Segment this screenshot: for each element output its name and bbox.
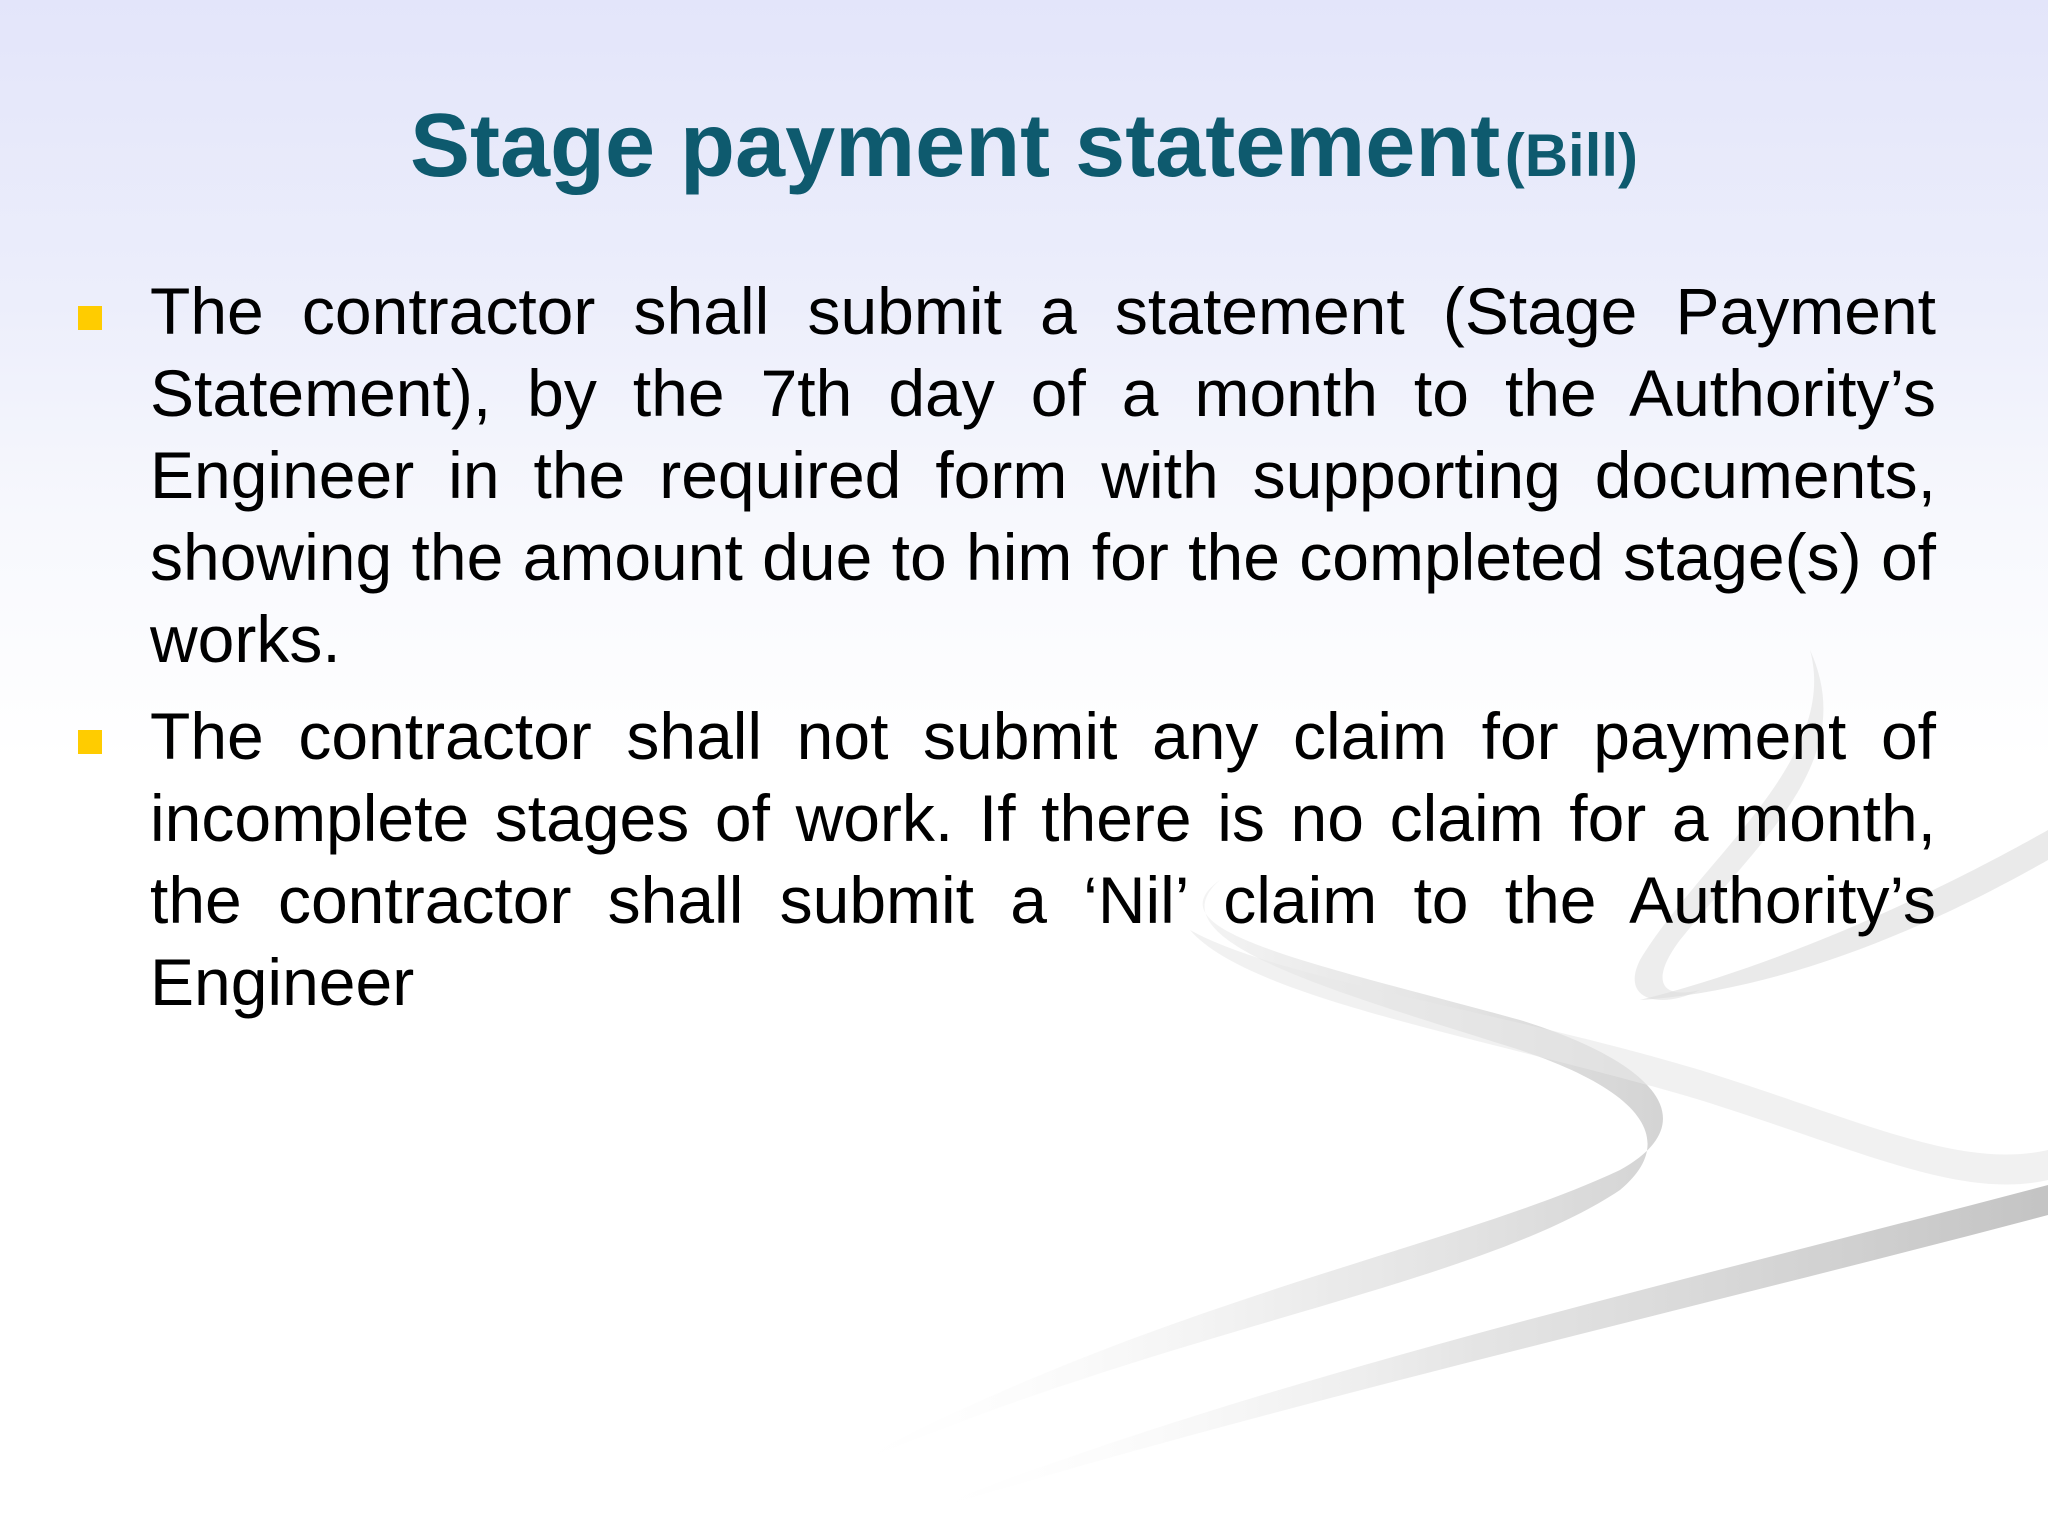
bullet-square-icon <box>78 306 102 330</box>
bullet-item-1: The contractor shall submit a statement (Stage Payment Statement), by the 7th day of a month to the Authority’s Engineer in the required form with supporting documents, showing the amount due to him for the completed stage(s) of works. <box>150 274 1936 676</box>
slide-title-main: Stage payment statement <box>409 96 1501 196</box>
bullet-square-icon <box>78 730 102 754</box>
bullet-item-2: The contractor shall not submit any claim for payment of incomplete stages of work. If there is no claim for a month, the contractor shall submit a ‘Nil’ claim to the Authority’s Engineer <box>150 699 1936 1019</box>
slide-title-suffix: (Bill) <box>1504 122 1639 189</box>
slide-title <box>0 95 2048 198</box>
